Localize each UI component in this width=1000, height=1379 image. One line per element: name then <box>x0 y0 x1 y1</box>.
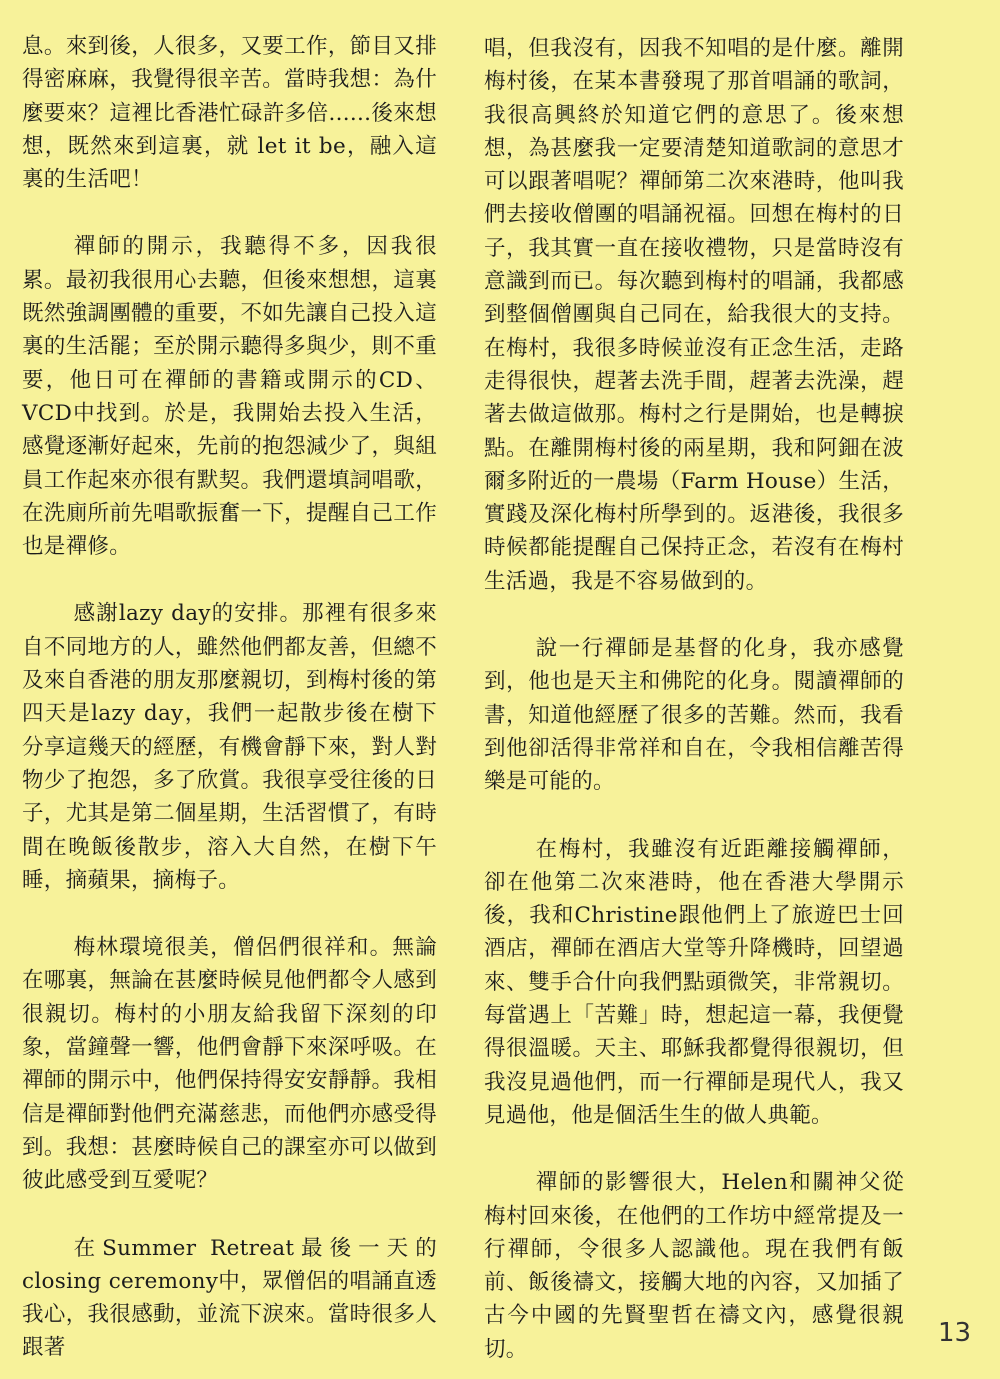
paragraph: 說一行禪師是基督的化身，我亦感覺到，他也是天主和佛陀的化身。閱讀禪師的書，知道他經歷了很多的苦難。然而，我看到他卻活得非常祥和自在，令我相信離苦得樂是可能的。 <box>484 636 904 795</box>
right-column <box>484 32 904 1366</box>
paragraph: 唱，但我沒有，因我不知唱的是什麼。離開梅村後，在某本書發現了那首唱誦的歌詞，我很高興終於知道它們的意思了。後來想想，為甚麼我一定要清楚知道歌詞的意思才可以跟著唱呢？禪師第二次來港時，他叫我們去接收僧團的唱誦祝福。回想在梅村的日子，我其實一直在接收禮物，只是當時沒有意識到而已。每次聽到梅村的唱誦，我都感到整個僧團與自己同在，給我很大的支持。在梅村，我很多時候並沒有正念生活，走路走得很快，趕著去洗手間，趕著去洗澡，趕著去做這做那。梅村之行是開始，也是轉捩點。在離開梅村後的兩星期，我和阿鈿在波爾多附近的一農場（Farm House）生活，實踐及深化梅村所學到的。返港後，我很多時候都能提醒自己保持正念，若沒有在梅村生活過，我是不容易做到的。 <box>484 36 904 594</box>
paragraph: 在Summer Retreat最後一天的closing ceremony中，眾僧侶的唱誦直透我心，我很感動，並流下淚來。當時很多人跟著 <box>22 1235 437 1361</box>
paragraph: 息。來到後，人很多，又要工作，節目又排得密麻麻，我覺得很辛苦。當時我想：為什麼要來？這裡比香港忙碌許多倍......後來想想，既然來到這裏，就 let it be，融入這裏的生活吧！ <box>22 34 437 193</box>
paragraph: 梅林環境很美，僧侶們很祥和。無論在哪裏，無論在甚麼時候見他們都令人感到很親切。梅村的小朋友給我留下深刻的印象，當鐘聲一響，他們會靜下來深呼吸。在禪師的開示中，他們保持得安安靜靜。我相信是禪師對他們充滿慈悲，而他們亦感受得到。我想：甚麼時候自己的課室亦可以做到彼此感受到互愛呢？ <box>22 935 437 1194</box>
left-column <box>22 30 437 1365</box>
paragraph: 禪師的影響很大，Helen和關神父從梅村回來後，在他們的工作坊中經常提及一行禪師，令很多人認識他。現在我們有飯前、飯後禱文，接觸大地的內容，又加插了古今中國的先賢聖哲在禱文內，感覺很親切。 <box>484 1170 904 1362</box>
paragraph: 感謝lazy day的安排。那裡有很多來自不同地方的人，雖然他們都友善，但總不及來自香港的朋友那麼親切，到梅村後的第四天是lazy day，我們一起散步後在樹下分享這幾天的經歷，有機會靜下來，對人對物少了抱怨，多了欣賞。我很享受往後的日子，尤其是第二個星期，生活習慣了，有時間在晚飯後散步，溶入大自然，在樹下午睡，摘蘋果，摘梅子。 <box>22 601 437 893</box>
paragraph: 禪師的開示，我聽得不多，因我很累。最初我很用心去聽，但後來想想，這裏既然強調團體的重要，不如先讓自己投入這裏的生活罷；至於開示聽得多與少，則不重要，他日可在禪師的書籍或開示的CD、VCD中找到。於是，我開始去投入生活，感覺逐漸好起來，先前的抱怨減少了，與組員工作起來亦很有默契。我們還填詞唱歌，在洗廁所前先唱歌振奮一下，提醒自己工作也是禪修。 <box>22 234 437 560</box>
page-number: 13 <box>938 1318 972 1348</box>
paragraph: 在梅村，我雖沒有近距離接觸禪師，卻在他第二次來港時，他在香港大學開示後，我和Christine跟他們上了旅遊巴士回酒店，禪師在酒店大堂等升降機時，回望過來、雙手合什向我們點頭微笑，非常親切。每當遇上「苦難」時，想起這一幕，我便覺得很溫暖。天主、耶穌我都覺得很親切，但我沒見過他們，而一行禪師是現代人，我又見過他，他是個活生生的做人典範。 <box>484 836 904 1128</box>
